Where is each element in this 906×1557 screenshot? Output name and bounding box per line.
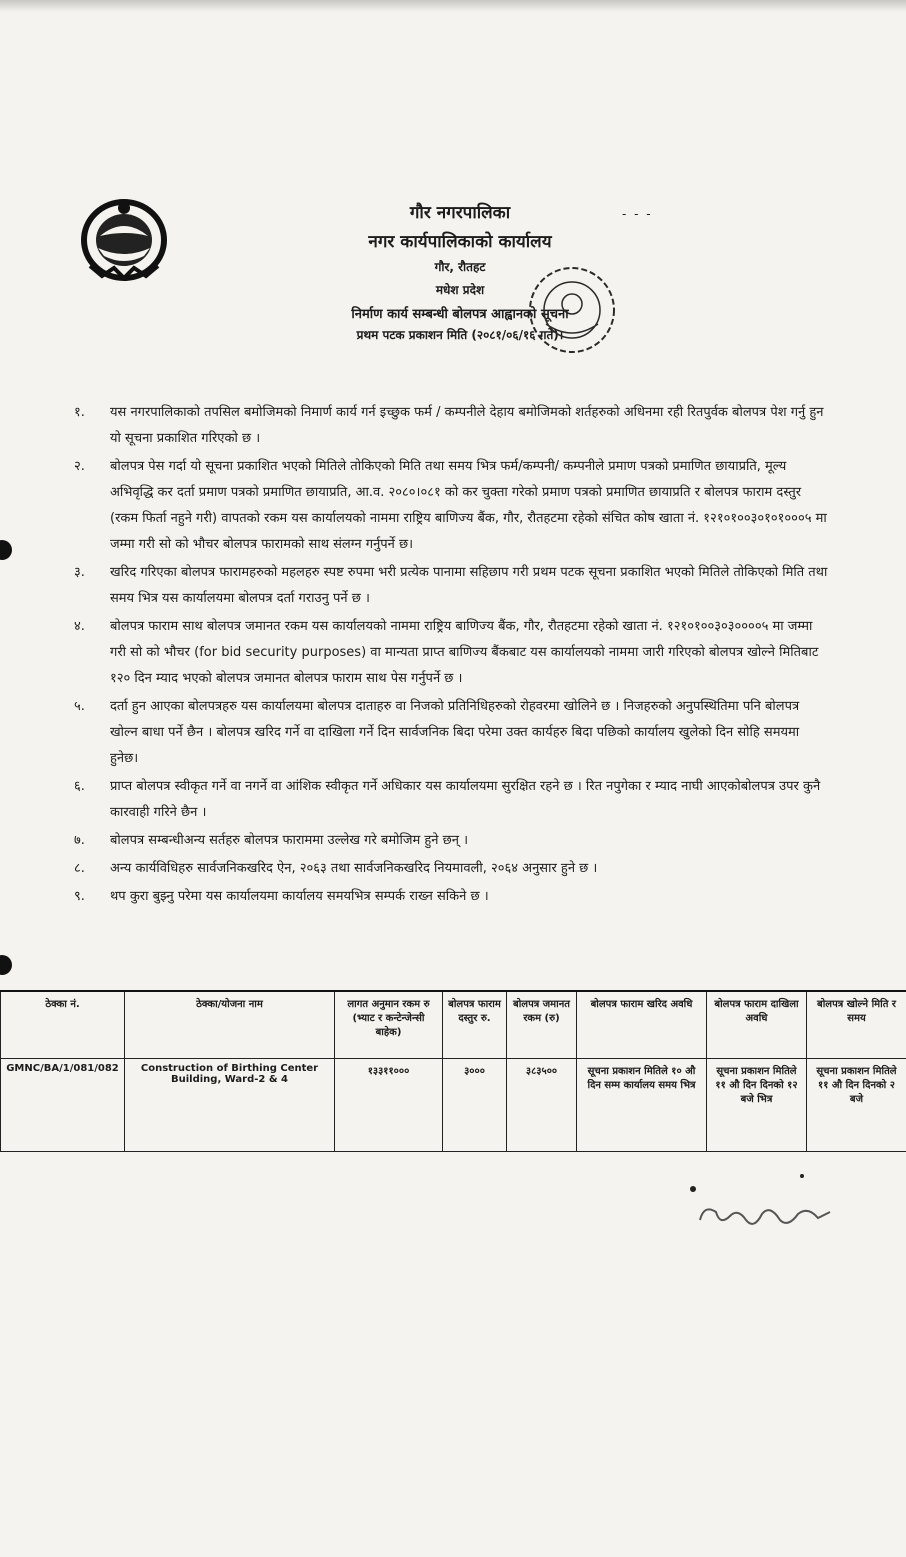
scan-edge-shadow [0,0,906,12]
municipality-name: गौर नगरपालिका [409,203,511,223]
clause-number: ५. [74,699,85,714]
office-seal-icon [512,262,632,362]
col-cost-estimate: लागत अनुमान रकम रु (भ्याट र कन्टेन्जेन्सी बाहेक) [335,991,443,1059]
col-bid-security: बोलपत्र जमानत रकम (रु) [507,991,577,1059]
notice-clauses [74,400,830,912]
clause-5 [74,694,830,772]
cell-submission-period: सूचना प्रकाशन मितिले ११ औ दिन दिनको १२ बजे भित्र [707,1059,807,1152]
contract-table [0,990,906,1152]
cell-contract-no: GMNC/BA/1/081/082 [1,1059,125,1152]
clause-text: थप कुरा बुझ्नु परेमा यस कार्यालयमा कार्यालय समयभित्र सम्पर्क राख्न सकिने छ । [110,889,489,904]
col-project-name: ठेक्का/योजना नाम [125,991,335,1059]
clause-text: बोलपत्र सम्बन्धीअन्य सर्तहरु बोलपत्र फाराममा उल्लेख गरे बमोजिम हुने छन् । [110,833,469,848]
province-name: मधेश प्रदेश [435,283,485,297]
clause-text: प्राप्त बोलपत्र स्वीकृत गर्ने वा नगर्ने वा आंशिक स्वीकृत गर्ने अधिकार यस कार्यालयमा सुरक्षित रहने छ । रित नपुगेका र म्याद नाघी आएकोबोलपत्र उपर कुनै कारवाही गरिने छैन । [110,779,821,820]
publication-date: प्रथम पटक प्रकाशन मिति (२०८१/०६/१६ गते)। [356,328,564,342]
cell-cost-estimate: १३३११००० [335,1059,443,1152]
notice-title: निर्माण कार्य सम्बन्धी बोलपत्र आह्वानको सूचना [351,307,569,322]
table-row [1,1059,906,1152]
clause-text: बोलपत्र फाराम साथ बोलपत्र जमानत रकम यस कार्यालयको नाममा राष्ट्रिय बाणिज्य बैंक, गौर, रौतहटमा रहेको खाता नं. १२१०१००३०३००००५ मा जम्मा गरी सो को भौचर (for bid security purposes) वा मान्यता प्राप्त बाणिज्य बैंकबाट यस कार्यालयको नाममा जारी गरिएको बोलपत्र खोल्ने मितिबाट १२० दिन म्याद भएको बोलपत्र जमानत बोलपत्र फाराम साथ पेस गर्नुपर्ने छ । [110,619,819,686]
cell-purchase-period: सूचना प्रकाशन मितिले १० औ दिन सम्म कार्यालय समय भित्र [577,1059,707,1152]
clause-number: २. [74,459,85,474]
clause-number: ३. [74,565,85,580]
cell-opening-date: सूचना प्रकाशन मितिले ११ औ दिन दिनको २ बजे [807,1059,906,1152]
clause-text: बोलपत्र पेस गर्दा यो सूचना प्रकाशित भएको मितिले तोकिएको मिति तथा समय भित्र फर्म/कम्पनी/ कम्पनीले प्रमाण पत्रको प्रमाणित छायाप्रति, मूल्य अभिवृद्धि कर दर्ता प्रमाण पत्रको प्रमाणित छायाप्रति, आ.व. २०८०।०८१ को कर चुक्ता गरेको प्रमाण पत्रको प्रमाणित छायाप्रति र बोलपत्र फाराम दस्तुर (रकम फिर्ता नहुने गरी) वापतको रकम यस कार्यालयको नाममा राष्ट्रिय बाणिज्य बैंक, गौर, रौतहटमा रहेको संचित कोष खाता नं. १२१०१००३०१०१०००५ मा जम्मा गरी सो को भौचर बोलपत्र फारामको साथ संलग्न गर्नुपर्ने छ। [110,459,827,552]
office-address: गौर, रौतहट [434,260,486,274]
ink-speck [690,1186,696,1192]
clause-4 [74,614,830,692]
clause-number: ७. [74,833,85,848]
header-dash-mark: - - - [622,207,653,221]
clause-8 [74,856,830,882]
punch-hole-top [0,540,12,560]
clause-6 [74,774,830,826]
clause-3 [74,560,830,612]
clause-number: ८. [74,861,85,876]
signature-mark [690,1190,840,1238]
clause-text: दर्ता हुन आएका बोलपत्रहरु यस कार्यालयमा बोलपत्र दाताहरु वा निजको प्रतिनिधिहरुको रोहवरमा खोलिने छ । निजहरुको अनुपस्थितिमा पनि बोलपत्र खोल्न बाधा पर्ने छैन । बोलपत्र खरिद गर्ने वा दाखिला गर्ने दिन सार्वजनिक बिदा परेमा उक्त कार्यहरु बिदा पछिको कार्यालय खुलेको दिन सोहि समयमा हुनेछ। [110,699,800,766]
government-emblem-icon [78,196,170,282]
col-purchase-period: बोलपत्र फाराम खरिद अवधि [577,991,707,1059]
clause-number: ९. [74,889,85,904]
cell-form-fee: ३००० [443,1059,507,1152]
col-submission-period: बोलपत्र फाराम दाखिला अवधि [707,991,807,1059]
clause-text: खरिद गरिएका बोलपत्र फारामहरुको महलहरु स्पष्ट रुपमा भरी प्रत्येक पानामा सहिछाप गरी प्रथम पटक सूचना प्रकाशित भएको मितिले तोकिएको मिति तथा समय भित्र यस कार्यालयमा बोलपत्र दर्ता गराउनु पर्ने छ । [110,565,828,606]
table-header-row [1,991,906,1059]
col-form-fee: बोलपत्र फाराम दस्तुर रु. [443,991,507,1059]
ink-speck [800,1174,804,1178]
clause-1 [74,400,830,452]
clause-text: अन्य कार्यविधिहरु सार्वजनिकखरिद ऐन, २०६३ तथा सार्वजनिकखरिद नियमावली, २०६४ अनुसार हुने छ । [110,861,598,876]
cell-bid-security: ३८३५०० [507,1059,577,1152]
clause-text: यस नगरपालिकाको तपसिल बमोजिमको निमार्ण कार्य गर्न इच्छुक फर्म / कम्पनीले देहाय बमोजिमको शर्तहरुको अधिनमा रही रितपुर्वक बोलपत्र पेश गर्नु हुन यो सूचना प्रकाशित गरिएको छ । [110,405,824,446]
cell-project-name: Construction of Birthing Center Building, Ward-2 & 4 [125,1059,335,1152]
punch-hole-bottom [0,955,12,975]
col-contract-no: ठेक्का नं. [1,991,125,1059]
clause-number: १. [74,405,85,420]
clause-number: ४. [74,619,85,634]
office-name: नगर कार्यपालिकाको कार्यालय [368,232,552,252]
clause-2 [74,454,830,558]
clause-number: ६. [74,779,85,794]
clause-7 [74,828,830,854]
col-opening-date: बोलपत्र खोल्ने मिति र समय [807,991,906,1059]
clause-9 [74,884,830,910]
